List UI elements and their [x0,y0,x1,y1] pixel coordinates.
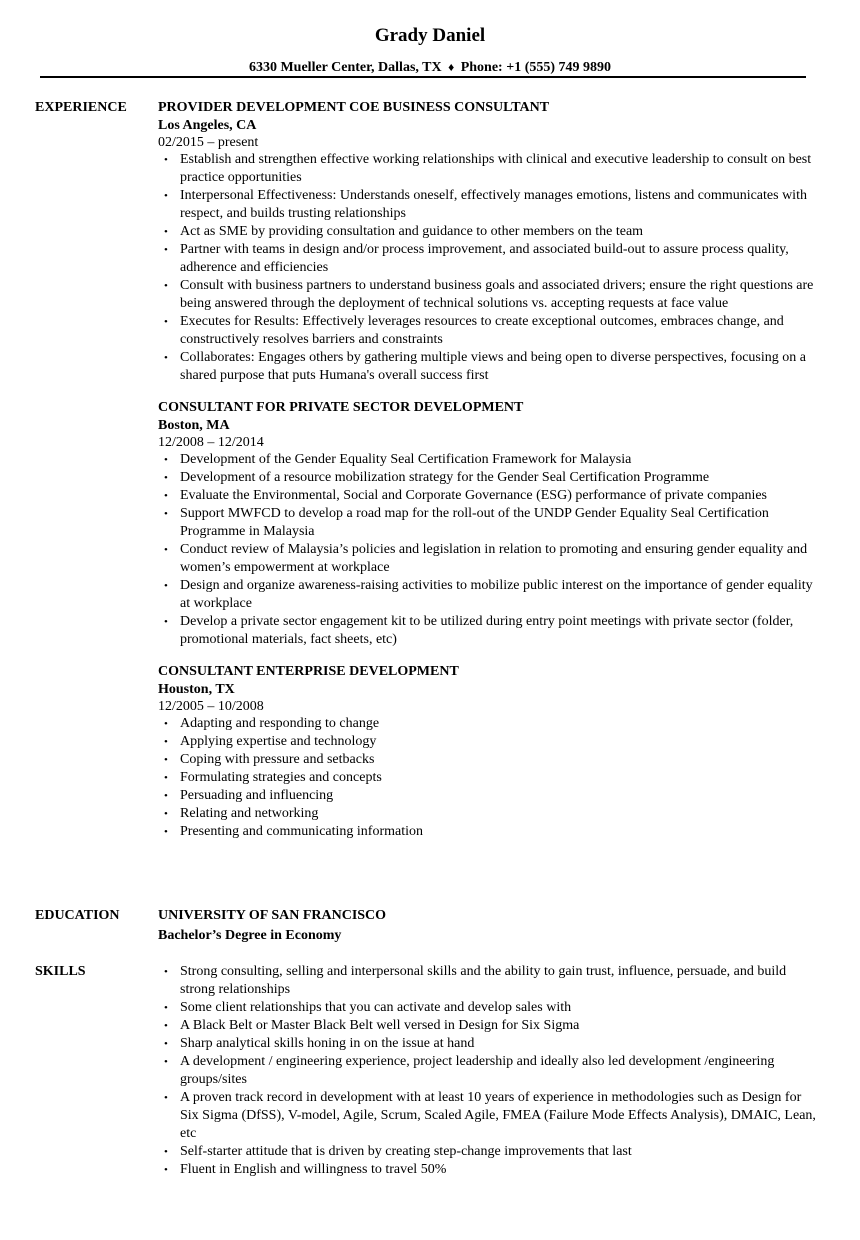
job-bullets [158,715,818,841]
skills-body [158,963,818,1179]
degree: Bachelor’s Degree in Economy [158,928,342,943]
bullet-item: • Conduct review of Malaysia’s policies and legislation in relation to promoting and ensuring gender equality and women’s empowerment at workplace [180,541,818,577]
skill-item: • A development / engineering experience, project leadership and ideally also led development /engineering groups/sites [180,1053,818,1089]
header-divider [40,76,806,78]
skill-item: • A proven track record in development with at least 10 years of experience in methodologies such as Design for Six Sigma (DfSS), V-model, Agile, Scrum, Scaled Agile, FMEA (Failure Mode Effects Analysis), DMAIC, Lean, etc [180,1089,818,1143]
experience-body [158,99,818,855]
bullet-item: • Act as SME by providing consultation and guidance to other members on the team [180,223,818,241]
skill-item: • Some client relationships that you can activate and develop sales with [180,999,818,1017]
school-name: UNIVERSITY OF SAN FRANCISCO [158,908,387,923]
job-dates: 02/2015 – present [158,135,259,150]
bullet-item: • Adapting and responding to change [180,715,818,733]
bullet-item: • Development of a resource mobilization strategy for the Gender Seal Certification Programme [180,469,818,487]
skill-item: • Self-starter attitude that is driven by creating step-change improvements that last [180,1143,818,1161]
bullet-item: • Evaluate the Environmental, Social and Corporate Governance (ESG) performance of private companies [180,487,818,505]
skill-item: • Strong consulting, selling and interpersonal skills and the ability to gain trust, influence, persuade, and build strong relationships [180,963,818,999]
bullet-item: • Presenting and communicating information [180,823,818,841]
bullet-item: • Develop a private sector engagement kit to be utilized during entry point meetings with private sector (folder, promotional materials, fact sheets, etc) [180,613,818,649]
bullet-item: • Partner with teams in design and/or process improvement, and associated build-out to assure process quality, adherence and efficiencies [180,241,818,277]
skills-list [158,963,818,1179]
job-dates: 12/2005 – 10/2008 [158,699,264,714]
job-title: CONSULTANT ENTERPRISE DEVELOPMENT [158,664,459,679]
job-location: Houston, TX [158,682,235,697]
section-label-education: EDUCATION [35,908,120,923]
bullet-item: • Consult with business partners to understand business goals and associated drivers; ensure the right questions are being answered through the deployment of technical solutions vs. accepting requests at face value [180,277,818,313]
address: 6330 Mueller Center, Dallas, TX [248,60,442,75]
resume-header [0,24,860,77]
diamond-separator-icon: ♦ [448,60,455,74]
bullet-item: • Coping with pressure and setbacks [180,751,818,769]
job-title: CONSULTANT FOR PRIVATE SECTOR DEVELOPMENT [158,400,524,415]
job-location: Boston, MA [158,418,230,433]
job-title: PROVIDER DEVELOPMENT COE BUSINESS CONSULTANT [158,100,550,115]
candidate-name: Grady Daniel [374,25,486,46]
education-body [158,907,818,945]
bullet-item: • Development of the Gender Equality Seal Certification Framework for Malaysia [180,451,818,469]
bullet-item: • Collaborates: Engages others by gathering multiple views and being open to diverse perspectives, focusing on a shared purpose that puts Humana's overall success first [180,349,818,385]
skill-item: • Sharp analytical skills honing in on the issue at hand [180,1035,818,1053]
bullet-item: • Establish and strengthen effective working relationships with clinical and executive leadership to consult on best practice opportunities [180,151,818,187]
contact-line [0,58,860,77]
job-bullets [158,151,818,385]
section-label-experience: EXPERIENCE [35,100,127,115]
job-entry [158,399,818,649]
bullet-item: • Persuading and influencing [180,787,818,805]
bullet-item: • Applying expertise and technology [180,733,818,751]
bullet-item: • Relating and networking [180,805,818,823]
bullet-item: • Support MWFCD to develop a road map for the roll-out of the UNDP Gender Equality Seal Certification Programme in Malaysia [180,505,818,541]
skill-item: • A Black Belt or Master Black Belt well versed in Design for Six Sigma [180,1017,818,1035]
section-label-skills: SKILLS [35,964,86,979]
job-location: Los Angeles, CA [158,118,257,133]
job-dates: 12/2008 – 12/2014 [158,435,264,450]
job-entry [158,99,818,385]
skill-item: • Fluent in English and willingness to travel 50% [180,1161,818,1179]
job-bullets [158,451,818,649]
job-entry [158,663,818,841]
bullet-item: • Executes for Results: Effectively leverages resources to create exceptional outcomes, embraces change, and constructively resolves barriers and constraints [180,313,818,349]
bullet-item: • Formulating strategies and concepts [180,769,818,787]
bullet-item: • Interpersonal Effectiveness: Understands oneself, effectively manages emotions, listens and communicates with respect, and builds trusting relationships [180,187,818,223]
bullet-item: • Design and organize awareness-raising activities to mobilize public interest on the importance of gender equality at workplace [180,577,818,613]
phone: Phone: +1 (555) 749 9890 [460,60,612,75]
